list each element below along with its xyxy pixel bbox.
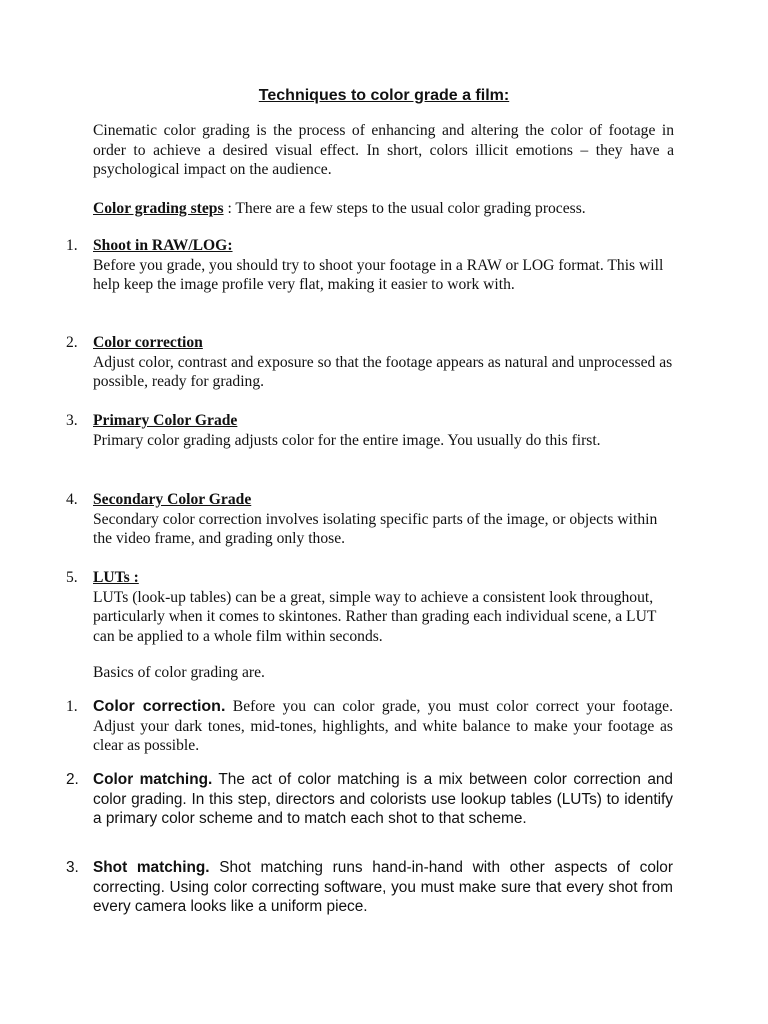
steps-intro bbox=[93, 199, 586, 219]
steps-heading: Color grading steps bbox=[93, 200, 224, 217]
step-number: 5. bbox=[66, 569, 78, 586]
step-title: Secondary Color Grade bbox=[93, 491, 252, 508]
step-title: Color correction bbox=[93, 334, 203, 351]
step-body: Before you grade, you should try to shoot your footage in a RAW or LOG format. This will help keep the image profile very flat, making it easier to work with. bbox=[93, 256, 664, 293]
step-body: Primary color grading adjusts color for the entire image. You usually do this first. bbox=[93, 431, 601, 449]
steps-intro-text: : There are a few steps to the usual color grading process. bbox=[223, 200, 586, 217]
basics-item bbox=[93, 858, 673, 917]
step-title: Shoot in RAW/LOG: bbox=[93, 237, 233, 254]
basics-title: Color correction. bbox=[93, 698, 226, 715]
step-body: Secondary color correction involves isolating specific parts of the image, or objects within the video frame, and grading only those. bbox=[93, 510, 658, 547]
basics-title: Color matching. bbox=[93, 771, 213, 788]
basics-body: Shot matching runs hand-in-hand with other aspects of color correcting. Using color correcting software, you must make sure that every shot from every camera looks like a uniform piece. bbox=[93, 859, 673, 915]
step-title: LUTs : bbox=[93, 569, 139, 586]
basics-item bbox=[93, 770, 673, 829]
step-title: Primary Color Grade bbox=[93, 412, 238, 429]
step-item bbox=[93, 411, 667, 450]
basics-body: The act of color matching is a mix between color correction and color grading. In this step, directors and colorists use lookup tables (LUTs) to identify a primary color scheme and to match each shot to that scheme. bbox=[93, 771, 673, 827]
step-number: 2. bbox=[66, 334, 78, 351]
basics-number: 3. bbox=[66, 859, 79, 876]
document-title: Techniques to color grade a film: bbox=[258, 87, 510, 104]
step-number: 4. bbox=[66, 491, 78, 508]
basics-heading: Basics of color grading are. bbox=[93, 664, 265, 681]
step-body: LUTs (look-up tables) can be a great, simple way to achieve a consistent look throughout, particularly when it comes to skintones. Rather than grading each individual scene, a LUT can be applied to a whole film within seconds. bbox=[93, 588, 657, 645]
step-number: 3. bbox=[66, 412, 78, 429]
basics-number: 2. bbox=[66, 771, 79, 788]
step-number: 1. bbox=[66, 237, 78, 254]
step-item bbox=[93, 236, 674, 295]
step-item bbox=[93, 333, 674, 392]
basics-item bbox=[93, 697, 673, 756]
basics-title: Shot matching. bbox=[93, 859, 210, 876]
step-item bbox=[93, 490, 674, 549]
intro-paragraph: Cinematic color grading is the process of enhancing and altering the color of footage in order to achieve a desired visual effect. In short, colors illicit emotions – they have a psychological impact on the audience. bbox=[93, 122, 674, 178]
basics-number: 1. bbox=[66, 698, 78, 715]
step-body: Adjust color, contrast and exposure so that the footage appears as natural and unprocessed as possible, ready for grading. bbox=[93, 353, 673, 390]
step-item bbox=[93, 568, 674, 646]
basics-body: Before you can color grade, you must color correct your footage. Adjust your dark tones, mid-tones, highlights, and white balance to make your footage as clear as possible. bbox=[93, 698, 674, 754]
